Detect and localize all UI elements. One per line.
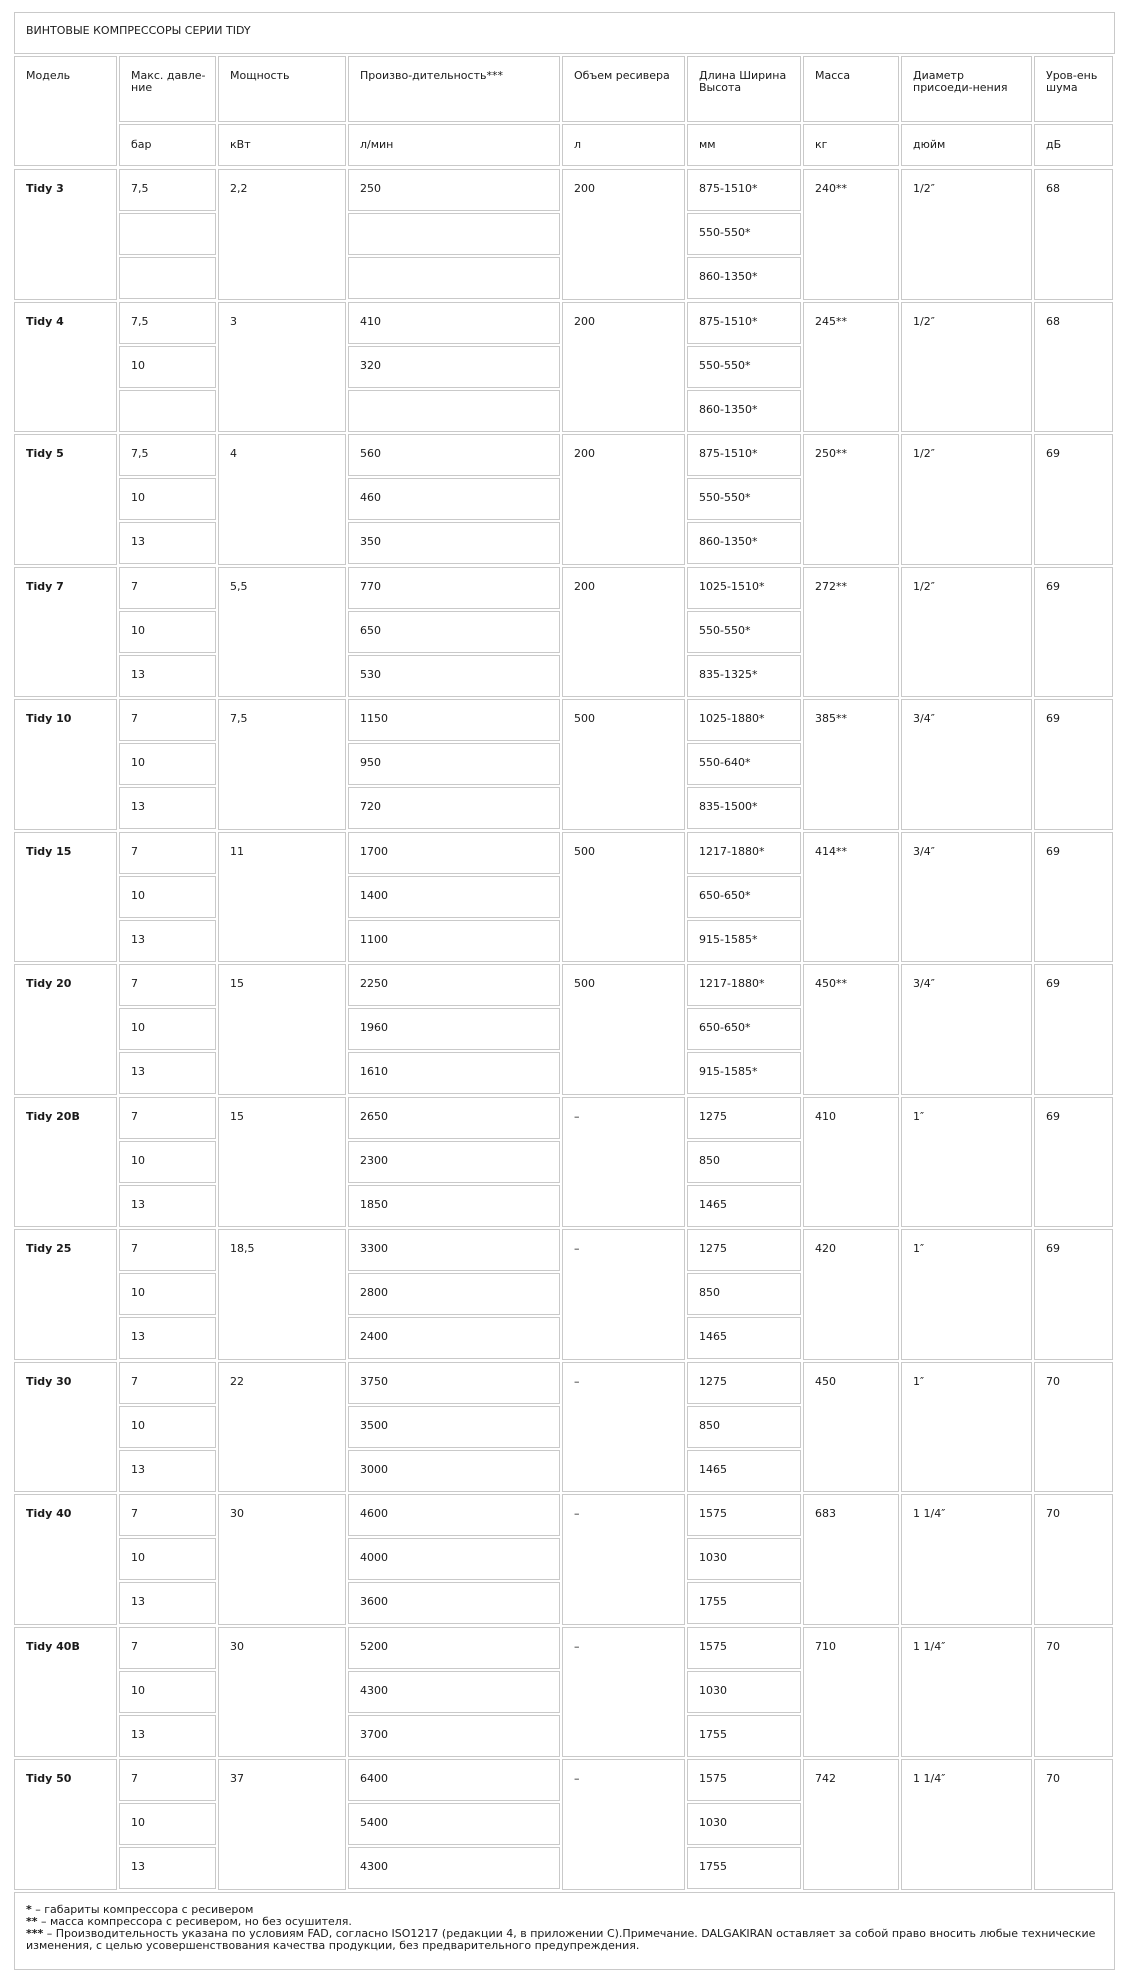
model-name: Tidy 10	[26, 712, 72, 725]
pressure-value: 10	[131, 359, 145, 372]
receiver-value: –	[574, 1375, 580, 1388]
receiver-value: 500	[574, 712, 595, 725]
noise-value: 69	[1046, 447, 1060, 460]
flow-value: 6400	[360, 1772, 388, 1785]
column-header-label: Уров-ень шума	[1046, 69, 1098, 94]
column-header	[218, 56, 346, 122]
mass-value: 245**	[815, 315, 847, 328]
mass-value: 450**	[815, 977, 847, 990]
pressure-value: 13	[131, 1065, 145, 1078]
flow-value: 4300	[360, 1860, 388, 1873]
pressure-value: 7	[131, 712, 138, 725]
column-header-label: Объем ресивера	[574, 69, 670, 82]
model-name: Tidy 20B	[26, 1110, 80, 1123]
power-value: 18,5	[230, 1242, 255, 1255]
receiver-value: –	[574, 1640, 580, 1653]
pressure-value: 10	[131, 889, 145, 902]
flow-value: 3300	[360, 1242, 388, 1255]
table-cell	[562, 1097, 685, 1227]
column-unit-label: дБ	[1046, 138, 1062, 151]
dimension-value: 860-1350*	[699, 270, 758, 283]
dimension-value: 850	[699, 1419, 720, 1432]
mass-value: 385**	[815, 712, 847, 725]
noise-value: 69	[1046, 1242, 1060, 1255]
dimension-value: 1465	[699, 1198, 727, 1211]
dimension-value: 1030	[699, 1816, 727, 1829]
table-cell	[119, 390, 216, 432]
connection-value: 1 1/4″	[913, 1640, 946, 1653]
power-value: 11	[230, 845, 244, 858]
footnote-text: – Производительность указана по условиям FAD, согласно ISO1217 (редакции 4, в приложении C).Примечание. DALGAKIRAN оставляет за собой право вносить любые технические изменения, с целью усовершенствования качества продукции, без предварительного предупреждения.	[26, 1927, 1096, 1952]
connection-value: 1 1/4″	[913, 1772, 946, 1785]
dimension-value: 1755	[699, 1595, 727, 1608]
dimension-value: 650-650*	[699, 1021, 751, 1034]
dimension-value: 1030	[699, 1684, 727, 1697]
pressure-value: 10	[131, 1551, 145, 1564]
power-value: 30	[230, 1507, 244, 1520]
mass-value: 410	[815, 1110, 836, 1123]
flow-value: 1400	[360, 889, 388, 902]
connection-value: 1″	[913, 1110, 925, 1123]
noise-value: 68	[1046, 182, 1060, 195]
dimension-value: 1275	[699, 1242, 727, 1255]
pressure-value: 7	[131, 1110, 138, 1123]
column-header-label: Диаметр присоеди-нения	[913, 69, 1008, 94]
footnote-text: – габариты компрессора с ресивером	[31, 1903, 254, 1916]
flow-value: 1700	[360, 845, 388, 858]
page-title: ВИНТОВЫЕ КОМПРЕССОРЫ СЕРИИ TIDY	[26, 24, 251, 37]
flow-value: 4000	[360, 1551, 388, 1564]
pressure-value: 10	[131, 1154, 145, 1167]
dimension-value: 1275	[699, 1375, 727, 1388]
pressure-value: 7,5	[131, 447, 149, 460]
flow-value: 2650	[360, 1110, 388, 1123]
connection-value: 1/2″	[913, 447, 935, 460]
pressure-value: 10	[131, 1684, 145, 1697]
dimension-value: 1755	[699, 1728, 727, 1741]
mass-value: 742	[815, 1772, 836, 1785]
table-cell	[348, 213, 560, 255]
mass-value: 450	[815, 1375, 836, 1388]
pressure-value: 7	[131, 1772, 138, 1785]
dimension-value: 875-1510*	[699, 315, 758, 328]
pressure-value: 10	[131, 1816, 145, 1829]
table-cell	[119, 257, 216, 299]
pressure-value: 13	[131, 668, 145, 681]
power-value: 15	[230, 977, 244, 990]
dimension-value: 875-1510*	[699, 182, 758, 195]
dimension-value: 550-640*	[699, 756, 751, 769]
dimension-value: 850	[699, 1286, 720, 1299]
column-header	[562, 56, 685, 122]
power-value: 37	[230, 1772, 244, 1785]
footnote-text: – масса компрессора с ресивером, но без осушителя.	[37, 1915, 352, 1928]
model-name: Tidy 7	[26, 580, 64, 593]
receiver-value: 500	[574, 977, 595, 990]
pressure-value: 10	[131, 624, 145, 637]
model-name: Tidy 3	[26, 182, 64, 195]
receiver-value: –	[574, 1772, 580, 1785]
pressure-value: 13	[131, 1595, 145, 1608]
flow-value: 460	[360, 491, 381, 504]
flow-value: 320	[360, 359, 381, 372]
column-header-label: Модель	[26, 69, 71, 82]
column-unit-label: л	[574, 138, 582, 151]
column-header	[803, 56, 899, 122]
dimension-value: 850	[699, 1154, 720, 1167]
noise-value: 69	[1046, 712, 1060, 725]
flow-value: 2400	[360, 1330, 388, 1343]
pressure-value: 10	[131, 491, 145, 504]
connection-value: 1″	[913, 1242, 925, 1255]
footnote-mark: ***	[26, 1927, 44, 1940]
model-name: Tidy 5	[26, 447, 64, 460]
noise-value: 69	[1046, 845, 1060, 858]
table-cell	[348, 257, 560, 299]
pressure-value: 7	[131, 1640, 138, 1653]
receiver-value: 200	[574, 315, 595, 328]
power-value: 30	[230, 1640, 244, 1653]
noise-value: 70	[1046, 1772, 1060, 1785]
pressure-value: 7,5	[131, 182, 149, 195]
pressure-value: 13	[131, 1728, 145, 1741]
dimension-value: 1465	[699, 1463, 727, 1476]
pressure-value: 7	[131, 580, 138, 593]
mass-value: 272**	[815, 580, 847, 593]
column-unit-label: мм	[699, 138, 716, 151]
mass-value: 420	[815, 1242, 836, 1255]
column-header-label: Произво-дительность***	[360, 69, 503, 82]
dimension-value: 550-550*	[699, 624, 751, 637]
dimension-value: 1575	[699, 1772, 727, 1785]
mass-value: 683	[815, 1507, 836, 1520]
footnotes	[26, 1904, 1096, 1952]
dimension-value: 550-550*	[699, 359, 751, 372]
footnote-mark: *	[26, 1903, 32, 1916]
connection-value: 1 1/4″	[913, 1507, 946, 1520]
flow-value: 3700	[360, 1728, 388, 1741]
model-name: Tidy 20	[26, 977, 72, 990]
column-header-label: Мощность	[230, 69, 290, 82]
flow-value: 1150	[360, 712, 388, 725]
mass-value: 240**	[815, 182, 847, 195]
noise-value: 68	[1046, 315, 1060, 328]
dimension-value: 1030	[699, 1551, 727, 1564]
footnote-mark: **	[26, 1915, 38, 1928]
table-cell	[562, 1759, 685, 1890]
flow-value: 350	[360, 535, 381, 548]
column-unit-label: кВт	[230, 138, 251, 151]
pressure-value: 10	[131, 1021, 145, 1034]
column-header-label: Масса	[815, 69, 851, 82]
power-value: 5,5	[230, 580, 248, 593]
power-value: 7,5	[230, 712, 248, 725]
flow-value: 720	[360, 800, 381, 813]
flow-value: 3750	[360, 1375, 388, 1388]
table-cell	[562, 1627, 685, 1757]
flow-value: 1610	[360, 1065, 388, 1078]
table-cell	[562, 1229, 685, 1360]
flow-value: 950	[360, 756, 381, 769]
model-name: Tidy 25	[26, 1242, 72, 1255]
connection-value: 3/4″	[913, 712, 935, 725]
dimension-value: 550-550*	[699, 226, 751, 239]
power-value: 2,2	[230, 182, 248, 195]
noise-value: 70	[1046, 1507, 1060, 1520]
power-value: 3	[230, 315, 237, 328]
flow-value: 650	[360, 624, 381, 637]
dimension-value: 835-1325*	[699, 668, 758, 681]
flow-value: 1850	[360, 1198, 388, 1211]
mass-value: 414**	[815, 845, 847, 858]
flow-value: 1100	[360, 933, 388, 946]
power-value: 22	[230, 1375, 244, 1388]
pressure-value: 13	[131, 1463, 145, 1476]
column-unit-label: кг	[815, 138, 828, 151]
dimension-value: 1275	[699, 1110, 727, 1123]
pressure-value: 10	[131, 1286, 145, 1299]
table-cell	[218, 434, 346, 565]
model-name: Tidy 40	[26, 1507, 72, 1520]
column-header-label: Макс. давле-ние	[131, 69, 206, 94]
power-value: 15	[230, 1110, 244, 1123]
footnote-line	[26, 1928, 1096, 1952]
receiver-value: –	[574, 1242, 580, 1255]
pressure-value: 7	[131, 1507, 138, 1520]
flow-value: 770	[360, 580, 381, 593]
flow-value: 2300	[360, 1154, 388, 1167]
noise-value: 69	[1046, 580, 1060, 593]
connection-value: 1/2″	[913, 315, 935, 328]
column-unit-label: бар	[131, 138, 152, 151]
pressure-value: 7	[131, 977, 138, 990]
flow-value: 410	[360, 315, 381, 328]
dimension-value: 860-1350*	[699, 403, 758, 416]
flow-value: 3000	[360, 1463, 388, 1476]
table-cell	[348, 390, 560, 432]
table-cell	[119, 213, 216, 255]
noise-value: 69	[1046, 1110, 1060, 1123]
pressure-value: 13	[131, 535, 145, 548]
connection-value: 1/2″	[913, 182, 935, 195]
flow-value: 2250	[360, 977, 388, 990]
flow-value: 5200	[360, 1640, 388, 1653]
pressure-value: 13	[131, 1860, 145, 1873]
pressure-value: 7	[131, 845, 138, 858]
table-cell	[218, 302, 346, 432]
connection-value: 1″	[913, 1375, 925, 1388]
connection-value: 3/4″	[913, 845, 935, 858]
model-name: Tidy 4	[26, 315, 64, 328]
mass-value: 710	[815, 1640, 836, 1653]
receiver-value: 500	[574, 845, 595, 858]
model-name: Tidy 50	[26, 1772, 72, 1785]
flow-value: 1960	[360, 1021, 388, 1034]
flow-value: 5400	[360, 1816, 388, 1829]
column-unit-label: л/мин	[360, 138, 394, 151]
noise-value: 70	[1046, 1640, 1060, 1653]
dimension-value: 1755	[699, 1860, 727, 1873]
flow-value: 4600	[360, 1507, 388, 1520]
connection-value: 3/4″	[913, 977, 935, 990]
flow-value: 3600	[360, 1595, 388, 1608]
dimension-value: 1025-1880*	[699, 712, 765, 725]
dimension-value: 1465	[699, 1330, 727, 1343]
column-unit-label: дюйм	[913, 138, 946, 151]
dimension-value: 915-1585*	[699, 1065, 758, 1078]
column-header-label: Длина Ширина Высота	[699, 69, 787, 94]
power-value: 4	[230, 447, 237, 460]
model-name: Tidy 15	[26, 845, 72, 858]
flow-value: 2800	[360, 1286, 388, 1299]
receiver-value: –	[574, 1110, 580, 1123]
dimension-value: 1575	[699, 1640, 727, 1653]
dimension-value: 650-650*	[699, 889, 751, 902]
flow-value: 4300	[360, 1684, 388, 1697]
pressure-value: 13	[131, 933, 145, 946]
flow-value: 250	[360, 182, 381, 195]
dimension-value: 1575	[699, 1507, 727, 1520]
table-cell	[562, 1362, 685, 1492]
dimension-value: 1025-1510*	[699, 580, 765, 593]
dimension-value: 1217-1880*	[699, 977, 765, 990]
model-name: Tidy 30	[26, 1375, 72, 1388]
flow-value: 560	[360, 447, 381, 460]
pressure-value: 13	[131, 1330, 145, 1343]
pressure-value: 10	[131, 756, 145, 769]
flow-value: 3500	[360, 1419, 388, 1432]
dimension-value: 1217-1880*	[699, 845, 765, 858]
dimension-value: 860-1350*	[699, 535, 758, 548]
receiver-value: 200	[574, 182, 595, 195]
dimension-value: 835-1500*	[699, 800, 758, 813]
flow-value: 530	[360, 668, 381, 681]
table-cell	[562, 1494, 685, 1625]
connection-value: 1/2″	[913, 580, 935, 593]
dimension-value: 550-550*	[699, 491, 751, 504]
receiver-value: 200	[574, 447, 595, 460]
noise-value: 70	[1046, 1375, 1060, 1388]
column-header	[348, 56, 560, 122]
pressure-value: 7	[131, 1375, 138, 1388]
pressure-value: 7	[131, 1242, 138, 1255]
receiver-value: –	[574, 1507, 580, 1520]
dimension-value: 875-1510*	[699, 447, 758, 460]
pressure-value: 13	[131, 800, 145, 813]
mass-value: 250**	[815, 447, 847, 460]
model-name: Tidy 40B	[26, 1640, 80, 1653]
dimension-value: 915-1585*	[699, 933, 758, 946]
pressure-value: 13	[131, 1198, 145, 1211]
pressure-value: 10	[131, 1419, 145, 1432]
receiver-value: 200	[574, 580, 595, 593]
noise-value: 69	[1046, 977, 1060, 990]
pressure-value: 7,5	[131, 315, 149, 328]
